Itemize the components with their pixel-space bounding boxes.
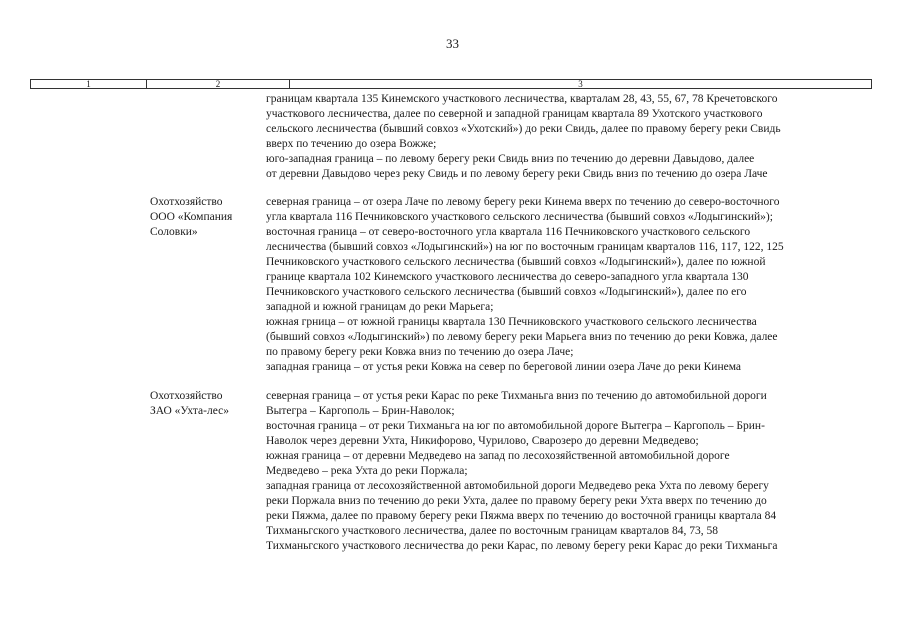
text-line: реки Поржала вниз по течению до реки Ухта, далее по правому берегу реки Ухта вверх по течению до xyxy=(266,495,767,507)
hunting-farm-name xyxy=(150,195,260,240)
text-line: (бывший совхоз «Лодыгинский») по левому берегу реки Марьега вниз по течению до реки Ковжа, далее xyxy=(266,331,778,343)
text-line: южная грница – от южной границы квартала 130 Печниковского участкового сельского лесничества xyxy=(266,316,757,328)
text-line: вверх по течению до озера Вожже; xyxy=(266,138,437,150)
page-number: 33 xyxy=(446,36,459,51)
boundary-description xyxy=(266,389,872,554)
text-line: Наволок через деревни Ухта, Никифорово, Чурилово, Сварозеро до деревни Медведево; xyxy=(266,435,699,447)
text-line: западной и южной границам до реки Марьега; xyxy=(266,301,494,313)
text-line: от деревни Давыдово через реку Свидь и по левому берегу реки Свидь вниз по течению до озера Лаче xyxy=(266,168,768,180)
text-line: южная граница – от деревни Медведево на запад по лесохозяйственной автомобильной дороге xyxy=(266,450,730,462)
boundary-description xyxy=(266,92,872,182)
text-line: угла квартала 116 Печниковского участкового сельского лесничества (бывший совхоз «Лодыгинский»); xyxy=(266,211,773,223)
text-line: реки Пяжма, далее по правому берегу реки Пяжма вверх по течению до восточной границы квартала 84 xyxy=(266,510,777,522)
hunting-farm-name xyxy=(150,389,260,419)
name-line: Соловки» xyxy=(150,226,198,238)
text-line: лесничества (бывший совхоз «Лодыгинский») на юг по восточным границам кварталов 116, 117, 122, 125 xyxy=(266,241,784,253)
text-line: сельского лесничества (бывший совхоз «Ухотский») до реки Свидь, далее по правому берегу реки Свидь xyxy=(266,123,781,135)
text-line: границе квартала 102 Кинемского участкового лесничества до северо-западного угла квартала 130 xyxy=(266,271,749,283)
text-line: западная граница от лесохозяйственной автомобильной дороги Медведево река Ухта по левому берегу xyxy=(266,480,769,492)
text-line: Тихманьгского участкового лесничества, далее по восточным границам кварталов 84, 73, 58 xyxy=(266,525,718,537)
text-line: Медведево – река Ухта до реки Поржала; xyxy=(266,465,468,477)
header-cell-3: 3 xyxy=(578,79,583,89)
text-line: Вытегра – Каргополь – Брин-Наволок; xyxy=(266,405,455,417)
text-line: границам квартала 135 Кинемского участкового лесничества, кварталам 28, 43, 55, 67, 78 Кречетовского xyxy=(266,93,778,105)
text-line: западная граница – от устья реки Ковжа на север по береговой линии озера Лаче до реки Кинема xyxy=(266,361,742,373)
boundary-description xyxy=(266,195,872,375)
text-line: по правому берегу реки Ковжа вниз по течению до озера Лаче; xyxy=(266,346,574,358)
text-line: северная граница – от озера Лаче по левому берегу реки Кинема вверх по течению до северо-восточного xyxy=(266,196,780,208)
text-line: Тихманьгского участкового лесничества до реки Карас, по левому берегу реки Карас до реки Тихманьга xyxy=(266,540,778,552)
text-line: восточная граница – от северо-восточного угла квартала 116 Печниковского участкового сельского xyxy=(266,226,751,238)
name-line: ЗАО «Ухта-лес» xyxy=(150,405,229,417)
text-line: восточная граница – от реки Тихманьга на юг по автомобильной дороге Вытегра – Каргополь – Брин- xyxy=(266,420,765,432)
text-line: Печниковского участкового сельского лесничества (бывший совхоз «Лодыгинский»), далее по его xyxy=(266,286,747,298)
header-cell-1: 1 xyxy=(31,80,147,88)
text-line: участкового лесничества, далее по северной и западной границам квартала 89 Ухотского участкового xyxy=(266,108,763,120)
text-line: северная граница – от устья реки Карас по реке Тихманьга вниз по течению до автомобильной дороги xyxy=(266,390,767,402)
name-line: Охотхозяйство xyxy=(150,196,223,208)
text-line: Печниковского участкового сельского лесничества (бывший совхоз «Лодыгинский»), далее по южной xyxy=(266,256,766,268)
name-line: Охотхозяйство xyxy=(150,390,223,402)
header-cell-2: 2 xyxy=(147,80,290,88)
table-header-row xyxy=(30,79,872,89)
name-line: ООО «Компания xyxy=(150,211,233,223)
text-line: юго-западная граница – по левому берегу реки Свидь вниз по течению до деревни Давыдово, далее xyxy=(266,153,755,165)
